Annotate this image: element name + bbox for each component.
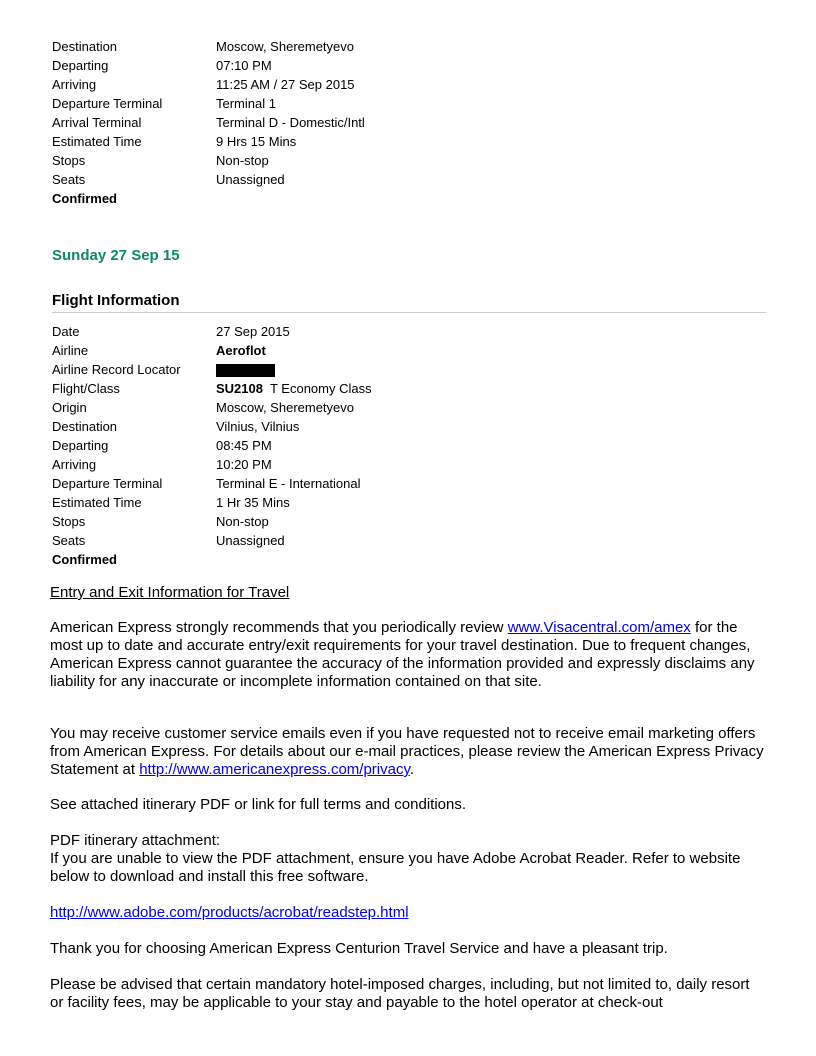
flight-details-1: [52, 37, 772, 208]
detail-value: Moscow, Sheremetyevo: [216, 39, 355, 54]
detail-row: [52, 75, 772, 94]
detail-label: Arriving: [52, 77, 97, 92]
detail-label: Arrival Terminal: [52, 115, 142, 130]
detail-label: Airline Record Locator: [52, 362, 181, 377]
detail-label: Seats: [52, 533, 86, 548]
detail-row: [52, 94, 772, 113]
detail-label: Origin: [52, 400, 87, 415]
adobe-link-line: [50, 904, 766, 922]
detail-label: Date: [52, 324, 80, 339]
detail-value: Terminal 1: [216, 96, 276, 111]
day-heading: Sunday 27 Sep 15: [52, 247, 180, 264]
detail-value: 9 Hrs 15 Mins: [216, 134, 297, 149]
thank-you-note: Thank you for choosing American Express Centurion Travel Service and have a pleasant trip.: [50, 940, 668, 957]
detail-label: Destination: [52, 419, 118, 434]
detail-row: [52, 37, 772, 56]
section-title: Flight Information: [52, 292, 766, 313]
detail-row: [52, 170, 772, 189]
detail-label: Arriving: [52, 457, 97, 472]
detail-label: Departing: [52, 58, 109, 73]
detail-value: Vilnius, Vilnius: [216, 419, 300, 434]
detail-label: Estimated Time: [52, 495, 142, 510]
airline-name: Aeroflot: [216, 343, 266, 358]
detail-value: 07:10 PM: [216, 58, 272, 73]
flight-number: SU2108: [216, 381, 263, 396]
detail-row: [52, 455, 772, 474]
detail-value: Unassigned: [216, 172, 285, 187]
detail-label: Departure Terminal: [52, 96, 163, 111]
detail-value: Terminal D - Domestic/Intl: [216, 115, 365, 130]
redacted-locator: [216, 364, 275, 377]
detail-label: Seats: [52, 172, 86, 187]
confirmed-status: Confirmed: [52, 191, 117, 206]
detail-row: [52, 132, 772, 151]
detail-row: [52, 474, 772, 493]
pdf-attachment-text: If you are unable to view the PDF attachment, ensure you have Adobe Acrobat Reader. Refer to website below to download and install this free software.: [50, 850, 741, 885]
detail-value: Non-stop: [216, 514, 269, 529]
detail-value: 27 Sep 2015: [216, 324, 290, 339]
detail-value: 11:25 AM / 27 Sep 2015: [216, 77, 355, 92]
detail-row: [52, 493, 772, 512]
detail-row: [52, 417, 772, 436]
detail-label: Airline: [52, 343, 89, 358]
detail-row: [52, 531, 772, 550]
detail-value: Non-stop: [216, 153, 269, 168]
privacy-link[interactable]: http://www.americanexpress.com/privacy: [139, 761, 410, 778]
detail-value: Unassigned: [216, 533, 285, 548]
detail-value: Terminal E - International: [216, 476, 361, 491]
detail-label: Estimated Time: [52, 134, 142, 149]
detail-label: Departing: [52, 438, 109, 453]
pdf-attachment-title: PDF itinerary attachment:: [50, 832, 221, 849]
adobe-reader-link[interactable]: http://www.adobe.com/products/acrobat/readstep.html: [50, 904, 409, 921]
detail-label: Stops: [52, 514, 86, 529]
detail-row: [52, 151, 772, 170]
privacy-paragraph: You may receive customer service emails even if you have requested not to receive email marketing offers from American Express. For details about our e-mail practices, please review the American Express Privacy Statement at http://www.americanexpress.com/privacy.: [50, 725, 764, 778]
detail-label: Flight/Class: [52, 381, 120, 396]
detail-label: Departure Terminal: [52, 476, 163, 491]
detail-label: Stops: [52, 153, 86, 168]
detail-row-date: [52, 322, 772, 341]
detail-label: Destination: [52, 39, 118, 54]
detail-row-flight-class: [52, 379, 772, 398]
detail-value: 10:20 PM: [216, 457, 272, 472]
detail-value: 1 Hr 35 Mins: [216, 495, 290, 510]
visacentral-link[interactable]: www.Visacentral.com/amex: [507, 619, 691, 636]
confirmed-status: Confirmed: [52, 552, 117, 567]
flight-details-2: [52, 322, 772, 569]
detail-row: [52, 56, 772, 75]
detail-row: [52, 436, 772, 455]
detail-row: [52, 113, 772, 132]
detail-row: [52, 512, 772, 531]
hotel-charges-notice: Please be advised that certain mandatory hotel-imposed charges, including, but not limited to, daily resort or facility fees, may be applicable to your stay and payable to the hotel operator at check-out: [50, 976, 750, 1011]
detail-value: Moscow, Sheremetyevo: [216, 400, 355, 415]
flight-class: T Economy Class: [269, 381, 372, 396]
detail-row-airline: [52, 341, 772, 360]
detail-row: [52, 398, 772, 417]
detail-row-locator: [52, 360, 772, 379]
attached-itinerary-note: See attached itinerary PDF or link for full terms and conditions.: [50, 796, 467, 813]
detail-value: 08:45 PM: [216, 438, 272, 453]
entry-exit-paragraph: American Express strongly recommends that you periodically review www.Visacentral.com/amex for the most up to date and accurate entry/exit requirements for your travel destination. Due to frequent changes, American Express cannot guarantee the accuracy of the information provided and expressly disclaims any liability for any inaccurate or incomplete information contained on that site.: [50, 619, 755, 690]
entry-exit-title: Entry and Exit Information for Travel: [50, 584, 290, 601]
